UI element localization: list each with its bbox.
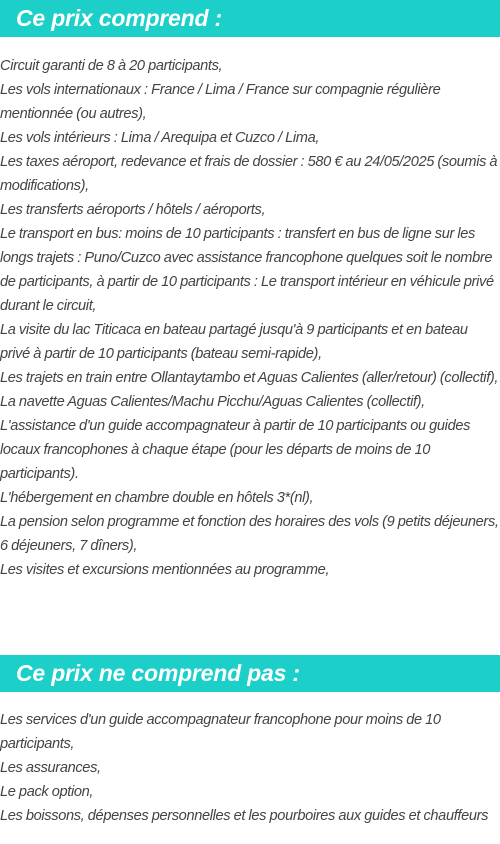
includes-item: Les vols intérieurs : Lima / Arequipa et Cuzco / Lima, bbox=[0, 130, 320, 146]
excludes-item: Les boissons, dépenses personnelles et les pourboires aux guides et chauffeurs bbox=[0, 808, 489, 824]
excludes-item: Le pack option, bbox=[0, 784, 94, 800]
includes-item: Circuit garanti de 8 à 20 participants, bbox=[0, 58, 223, 74]
includes-title: Ce prix comprend : bbox=[16, 5, 222, 31]
excludes-item: Les services d'un guide accompagnateur francophone pour moins de 10 participants, bbox=[0, 712, 441, 752]
includes-item: Les trajets en train entre Ollantaytambo et Aguas Calientes (aller/retour) (collectif), bbox=[0, 370, 499, 386]
includes-item: Le transport en bus: moins de 10 participants : transfert en bus de ligne sur les longs trajets : Puno/Cuzco avec assistance francophone quelques soit le nombre de participants, à partir de 10 participants : Le transport intérieur en véhicule privé durant le circuit, bbox=[0, 226, 494, 314]
excludes-title: Ce prix ne comprend pas : bbox=[16, 660, 300, 686]
includes-item: La visite du lac Titicaca en bateau partagé jusqu'à 9 participants et en bateau privé à partir de 10 participants (bateau semi-rapide), bbox=[0, 322, 468, 362]
includes-header bbox=[0, 0, 500, 37]
includes-item: La navette Aguas Calientes/Machu Picchu/Aguas Calientes (collectif), bbox=[0, 394, 425, 410]
excludes-header bbox=[0, 655, 500, 692]
includes-item: La pension selon programme et fonction des horaires des vols (9 petits déjeuners, 6 déjeuners, 7 dîners), bbox=[0, 514, 499, 554]
includes-item: Les visites et excursions mentionnées au programme, bbox=[0, 562, 330, 578]
includes-item: Les vols internationaux : France / Lima / France sur compagnie régulière mentionnée (ou autres), bbox=[0, 82, 441, 122]
includes-item: L'hébergement en chambre double en hôtels 3*(nl), bbox=[0, 490, 314, 506]
includes-item: L'assistance d'un guide accompagnateur à partir de 10 participants ou guides locaux francophones à chaque étape (pour les départs de moins de 10 participants). bbox=[0, 418, 471, 482]
excludes-list bbox=[0, 708, 500, 828]
excludes-item: Les assurances, bbox=[0, 760, 101, 776]
includes-item: Les taxes aéroport, redevance et frais de dossier : 580 € au 24/05/2025 (soumis à modifications), bbox=[0, 154, 498, 194]
includes-list bbox=[0, 54, 500, 582]
includes-item: Les transferts aéroports / hôtels / aéroports, bbox=[0, 202, 266, 218]
